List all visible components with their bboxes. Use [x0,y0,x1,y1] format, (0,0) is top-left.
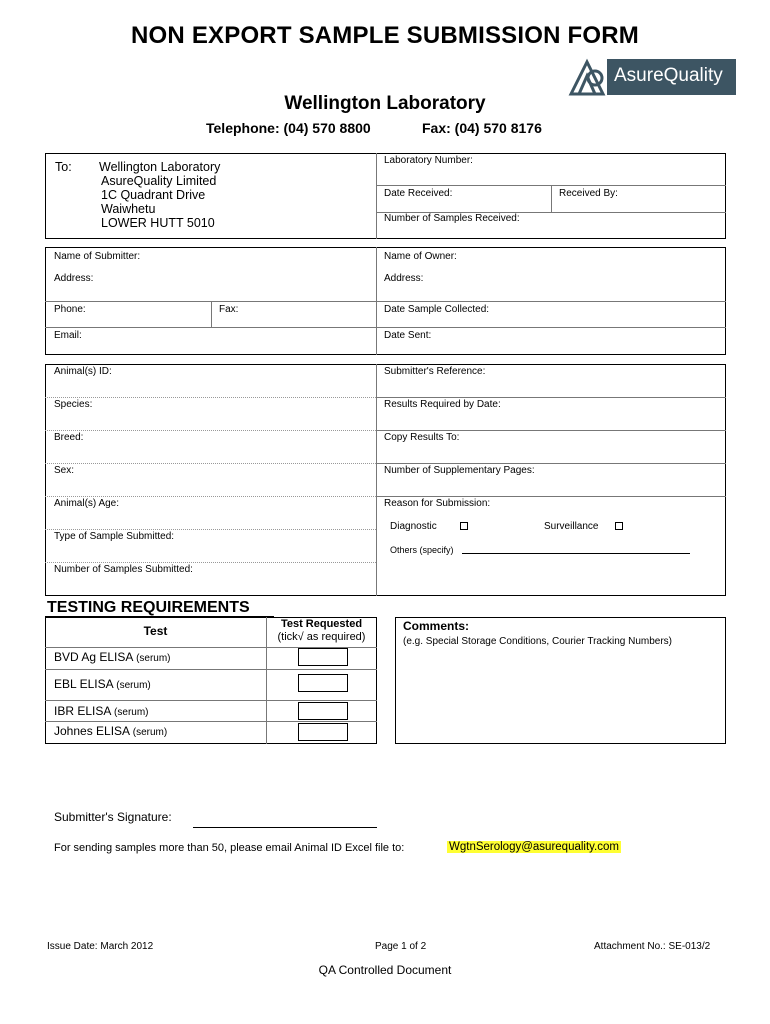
comments-hint: (e.g. Special Storage Conditions, Courier Tracking Numbers) [403,636,673,647]
surveillance-label: Surveillance [544,521,599,532]
asurequality-logo [567,58,737,96]
issue-date: Issue Date: March 2012 [47,941,154,952]
signature-line[interactable] [193,827,377,828]
signature-label: Submitter's Signature: [54,810,172,824]
diagnostic-checkbox[interactable] [460,522,468,530]
to-line-4: Waiwhetu [101,202,156,216]
testing-heading: TESTING REQUIREMENTS [47,599,250,616]
tick-box-bvd[interactable] [298,648,348,666]
laboratory-number-field[interactable]: Laboratory Number: [384,155,473,166]
results-by-date-field[interactable]: Results Required by Date: [384,399,501,410]
email-note: For sending samples more than 50, please email Animal ID Excel file to: [54,842,405,854]
copy-results-field[interactable]: Copy Results To: [384,432,460,443]
breed-field[interactable]: Breed: [54,432,84,443]
tick-box-ibr[interactable] [298,702,348,720]
submitter-reference-field[interactable]: Submitter's Reference: [384,366,486,377]
to-label: To: [55,160,72,174]
form-title: NON EXPORT SAMPLE SUBMISSION FORM [131,22,639,49]
animal-age-field[interactable]: Animal(s) Age: [54,498,120,509]
surveillance-checkbox[interactable] [615,522,623,530]
received-by-field[interactable]: Received By: [559,188,618,199]
test-row-bvd: BVD Ag ELISA (serum) [54,650,171,664]
test-row-ibr: IBR ELISA (serum) [54,704,149,718]
owner-name-field[interactable]: Name of Owner: [384,251,457,262]
submitter-address-field[interactable]: Address: [54,273,94,284]
samples-received-field[interactable]: Number of Samples Received: [384,213,520,224]
sample-type-field[interactable]: Type of Sample Submitted: [54,531,175,542]
samples-submitted-field[interactable]: Number of Samples Submitted: [54,564,193,575]
col-requested-subheader: (tick√ as required) [277,631,366,643]
sex-field[interactable]: Sex: [54,465,75,476]
email-link[interactable]: WgtnSerology@asurequality.com [449,841,619,853]
supplementary-pages-field[interactable]: Number of Supplementary Pages: [384,465,535,476]
others-input-line[interactable] [462,553,690,554]
qa-controlled: QA Controlled Document [318,963,452,977]
page-number: Page 1 of 2 [375,941,427,952]
col-test-header: Test [143,624,168,638]
to-line-5: LOWER HUTT 5010 [101,216,215,230]
test-row-ebl: EBL ELISA (serum) [54,677,151,691]
attachment-number: Attachment No.: SE-013/2 [594,941,711,952]
to-line-3: 1C Quadrant Drive [101,188,206,202]
tick-box-johnes[interactable] [298,723,348,741]
diagnostic-label: Diagnostic [390,521,437,532]
to-line-2: AsureQuality Limited [101,174,217,188]
lab-fax: Fax: (04) 570 8176 [422,120,542,136]
lab-name: Wellington Laboratory [284,93,486,114]
test-row-johnes: Johnes ELISA (serum) [54,724,168,738]
submitter-phone-field[interactable]: Phone: [54,304,86,315]
submitter-name-field[interactable]: Name of Submitter: [54,251,141,262]
tick-box-ebl[interactable] [298,674,348,692]
comments-heading: Comments: [403,619,470,633]
submitter-fax-field[interactable]: Fax: [219,304,239,315]
species-field[interactable]: Species: [54,399,93,410]
submitter-email-field[interactable]: Email: [54,330,82,341]
date-received-field[interactable]: Date Received: [384,188,453,199]
others-label: Others (specify) [390,545,454,555]
date-sent-field[interactable]: Date Sent: [384,330,432,341]
owner-address-field[interactable]: Address: [384,273,424,284]
to-line-1: Wellington Laboratory [99,160,221,174]
animal-id-field[interactable]: Animal(s) ID: [54,366,112,377]
logo-text: AsureQuality [614,65,723,86]
lab-telephone: Telephone: (04) 570 8800 [206,120,371,136]
reason-label: Reason for Submission: [384,498,491,509]
date-collected-field[interactable]: Date Sample Collected: [384,304,490,315]
col-requested-header: Test Requested [280,618,363,630]
